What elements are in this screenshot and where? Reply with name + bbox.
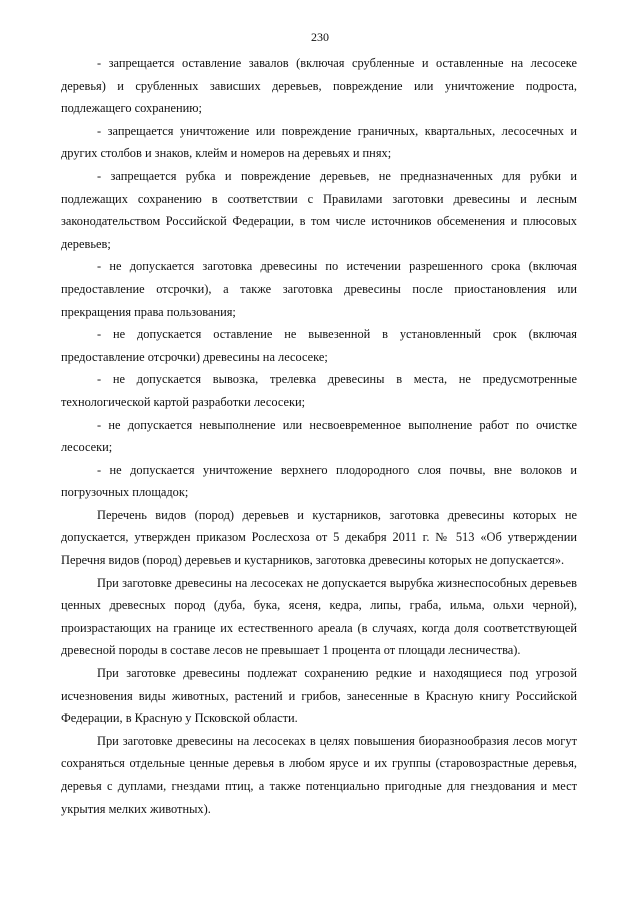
paragraph-12: При заготовке древесины на лесосеках в целях повышения биоразнообразия лесов могут сохраняться отдельные ценные деревья в любом ярусе и их группы (старовозрастные деревья, деревья с дуплами, гнездами птиц, а также потенциально пригодные для гнездования и мест укрытия мелких животных). <box>61 733 577 816</box>
paragraph-1: - запрещается оставление завалов (включая срубленные и оставленные на лесосеке деревья) и срубленных зависших деревьев, повреждение или уничтожение подроста, подлежащего сохранению; <box>61 56 577 116</box>
page-number: 230 <box>311 30 329 44</box>
paragraph-9: Перечень видов (пород) деревьев и кустарников, заготовка древесины которых не допускается, утвержден приказом Рослесхоза от 5 декабря 2011 г. № 513 «Об утверждении Перечня видов (пород) деревьев и кустарников, заготовка древесины которых не допускается». <box>61 507 577 568</box>
paragraph-10: При заготовке древесины на лесосеках не допускается вырубка жизнеспособных деревьев ценных древесных пород (дуба, бука, ясеня, кедра, липы, граба, ильма, ольхи черной), произрастающих на границе их естественного ареала (в случаях, когда доля соответствующей древесной породы в составе лесов не превышает 1 процента от площади лесничества). <box>61 575 577 658</box>
paragraph-2: - запрещается уничтожение или повреждение граничных, квартальных, лесосечных и других столбов и знаков, клейм и номеров на деревьях и пнях; <box>61 123 577 161</box>
paragraph-8: - не допускается уничтожение верхнего плодородного слоя почвы, вне волоков и погрузочных площадок; <box>61 462 577 500</box>
paragraph-11: При заготовке древесины подлежат сохранению редкие и находящиеся под угрозой исчезновения виды животных, растений и грибов, занесенные в Красную книгу Российской Федерации, в Красную у Псковской области. <box>61 666 577 726</box>
paragraph-4: - не допускается заготовка древесины по истечении разрешенного срока (включая предоставление отсрочки), а также заготовка древесины после приостановления или прекращения права пользования; <box>61 259 577 319</box>
paragraph-6: - не допускается вывозка, трелевка древесины в места, не предусмотренные технологической картой разработки лесосеки; <box>61 372 577 409</box>
body-text <box>61 52 577 820</box>
paragraph-5: - не допускается оставление не вывезенной в установленный срок (включая предоставление отсрочки) древесины на лесосеке; <box>61 327 577 364</box>
paragraph-7: - не допускается невыполнение или несвоевременное выполнение работ по очистке лесосеки; <box>61 417 577 455</box>
paragraph-3: - запрещается рубка и повреждение деревьев, не предназначенных для рубки и подлежащих сохранению в соответствии с Правилами заготовки древесины и лесным законодательством Российской Федерации, в том числе источников обсеменения и плюсовых деревьев; <box>61 168 577 251</box>
